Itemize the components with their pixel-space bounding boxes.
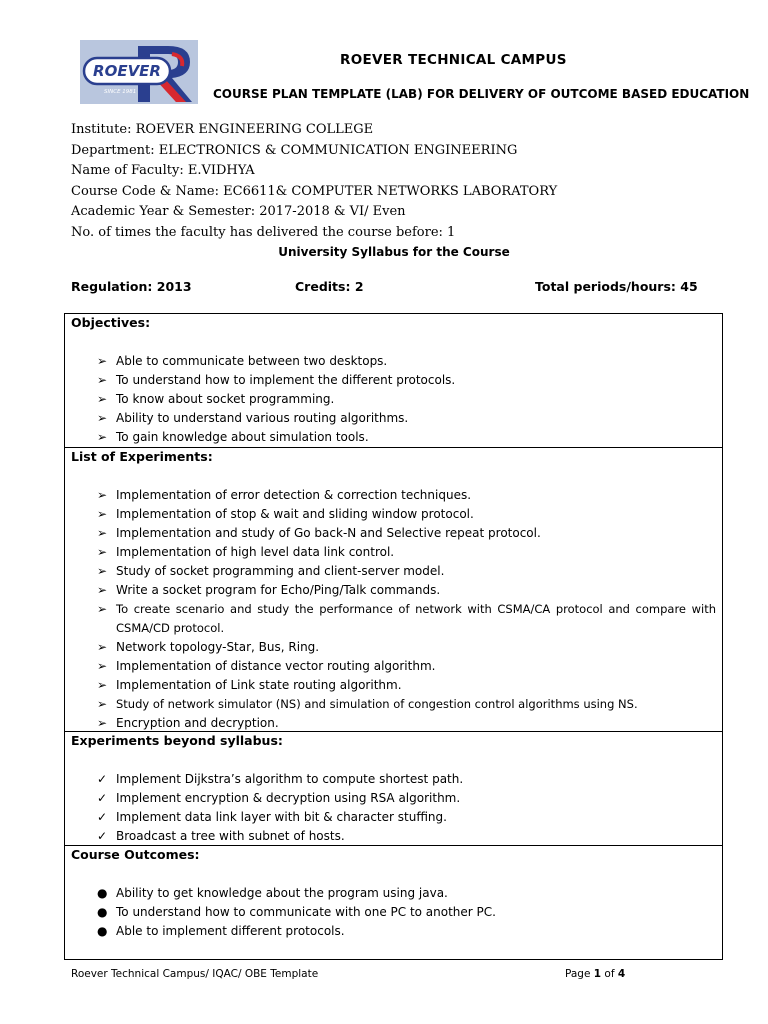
arrow-bullet-icon: ➢ <box>97 716 108 730</box>
arrow-bullet-icon: ➢ <box>97 602 108 616</box>
regulation: Regulation: 2013 <box>71 279 192 294</box>
arrow-bullet-icon: ➢ <box>97 488 108 502</box>
beyond-syllabus-list <box>65 770 722 846</box>
list-item: ● Ability to get knowledge about the program using java. <box>65 884 722 903</box>
arrow-bullet-icon: ➢ <box>97 354 108 368</box>
check-mark-icon: ✓ <box>97 829 108 843</box>
list-item: ➢ Implementation of stop & wait and sliding window protocol. <box>65 505 722 524</box>
objectives-heading: Objectives: <box>71 315 151 330</box>
list-item: ✓ Implement Dijkstra’s algorithm to compute shortest path. <box>65 770 722 789</box>
arrow-bullet-icon: ➢ <box>97 392 108 406</box>
course-outcomes-list <box>65 884 722 941</box>
list-item: ● To understand how to communicate with one PC to another PC. <box>65 903 722 922</box>
objectives-section <box>64 313 723 448</box>
list-item: ➢ Ability to understand various routing algorithms. <box>65 409 722 428</box>
check-mark-icon: ✓ <box>97 810 108 824</box>
list-item: ➢ Encryption and decryption. <box>65 714 722 733</box>
arrow-bullet-icon: ➢ <box>97 583 108 597</box>
arrow-bullet-icon: ➢ <box>97 678 108 692</box>
svg-text:ROEVER: ROEVER <box>93 62 161 80</box>
experiments-list <box>65 486 722 733</box>
department-line: Department: ELECTRONICS & COMMUNICATION ENGINEERING <box>71 142 518 158</box>
faculty-line: Name of Faculty: E.VIDHYA <box>71 163 255 179</box>
course-outcomes-heading: Course Outcomes: <box>71 847 200 862</box>
list-item: ➢ Able to communicate between two desktops. <box>65 352 722 371</box>
times-delivered-line: No. of times the faculty has delivered the course before: 1 <box>71 224 456 240</box>
list-item: ➢ Implementation of distance vector routing algorithm. <box>65 657 722 676</box>
check-mark-icon: ✓ <box>97 772 108 786</box>
round-bullet-icon: ● <box>97 905 108 919</box>
list-item: ✓ Implement encryption & decryption using RSA algorithm. <box>65 789 722 808</box>
beyond-syllabus-heading: Experiments beyond syllabus: <box>71 733 283 748</box>
page-number: Page 1 of 4 <box>565 968 626 980</box>
list-item: ➢ Implementation of high level data link control. <box>65 543 722 562</box>
check-mark-icon: ✓ <box>97 791 108 805</box>
course-info <box>71 120 557 244</box>
list-item: ➢ Implementation of error detection & correction techniques. <box>65 486 722 505</box>
list-item: ✓ Broadcast a tree with subnet of hosts. <box>65 827 722 846</box>
arrow-bullet-icon: ➢ <box>97 507 108 521</box>
arrow-bullet-icon: ➢ <box>97 640 108 654</box>
arrow-bullet-icon: ➢ <box>97 526 108 540</box>
svg-text:SINCE 1981: SINCE 1981 <box>104 89 137 95</box>
round-bullet-icon: ● <box>97 886 108 900</box>
institute-line: Institute: ROEVER ENGINEERING COLLEGE <box>71 122 374 137</box>
list-item: ➢ To gain knowledge about simulation tools. <box>65 428 722 447</box>
course-code-line: Course Code & Name: EC6611& COMPUTER NETWORKS LABORATORY <box>71 183 558 199</box>
list-item: ➢ Network topology-Star, Bus, Ring. <box>65 638 722 657</box>
total-hours: Total periods/hours: 45 <box>535 279 698 294</box>
list-item: ➢ Study of network simulator (NS) and simulation of congestion control algorithms using NS. <box>65 695 722 714</box>
arrow-bullet-icon: ➢ <box>97 659 108 673</box>
experiments-heading: List of Experiments: <box>71 449 213 464</box>
list-item: ➢ To understand how to implement the different protocols. <box>65 371 722 390</box>
credits: Credits: 2 <box>295 279 364 294</box>
arrow-bullet-icon: ➢ <box>97 545 108 559</box>
arrow-bullet-icon: ➢ <box>97 564 108 578</box>
arrow-bullet-icon: ➢ <box>97 411 108 425</box>
round-bullet-icon: ● <box>97 924 108 938</box>
list-item: ➢ Implementation of Link state routing algorithm. <box>65 676 722 695</box>
roever-logo <box>80 40 198 104</box>
arrow-bullet-icon: ➢ <box>97 697 108 711</box>
course-plan-title: COURSE PLAN TEMPLATE (LAB) FOR DELIVERY OF OUTCOME BASED EDUCATION <box>213 87 750 101</box>
beyond-syllabus-section <box>64 731 723 846</box>
list-item: ➢ Write a socket program for Echo/Ping/Talk commands. <box>65 581 722 600</box>
syllabus-title: University Syllabus for the Course <box>278 245 510 259</box>
list-item: ➢ Study of socket programming and client-server model. <box>65 562 722 581</box>
list-item: ✓ Implement data link layer with bit & character stuffing. <box>65 808 722 827</box>
list-item: ➢ Implementation and study of Go back-N and Selective repeat protocol. <box>65 524 722 543</box>
academic-year-line: Academic Year & Semester: 2017-2018 & VI/ Even <box>71 204 406 220</box>
course-outcomes-section <box>64 845 723 960</box>
list-item: ➢ To know about socket programming. <box>65 390 722 409</box>
experiments-section <box>64 447 723 732</box>
campus-title: ROEVER TECHNICAL CAMPUS <box>340 52 567 68</box>
footer-template-label: Roever Technical Campus/ IQAC/ OBE Template <box>71 968 319 980</box>
list-item: ● Able to implement different protocols. <box>65 922 722 941</box>
list-item: ➢ To create scenario and study the performance of network with CSMA/CA protocol and compare with CSMA/CD protocol. <box>97 602 716 635</box>
objectives-list <box>65 352 722 447</box>
arrow-bullet-icon: ➢ <box>97 373 108 387</box>
arrow-bullet-icon: ➢ <box>97 430 108 444</box>
